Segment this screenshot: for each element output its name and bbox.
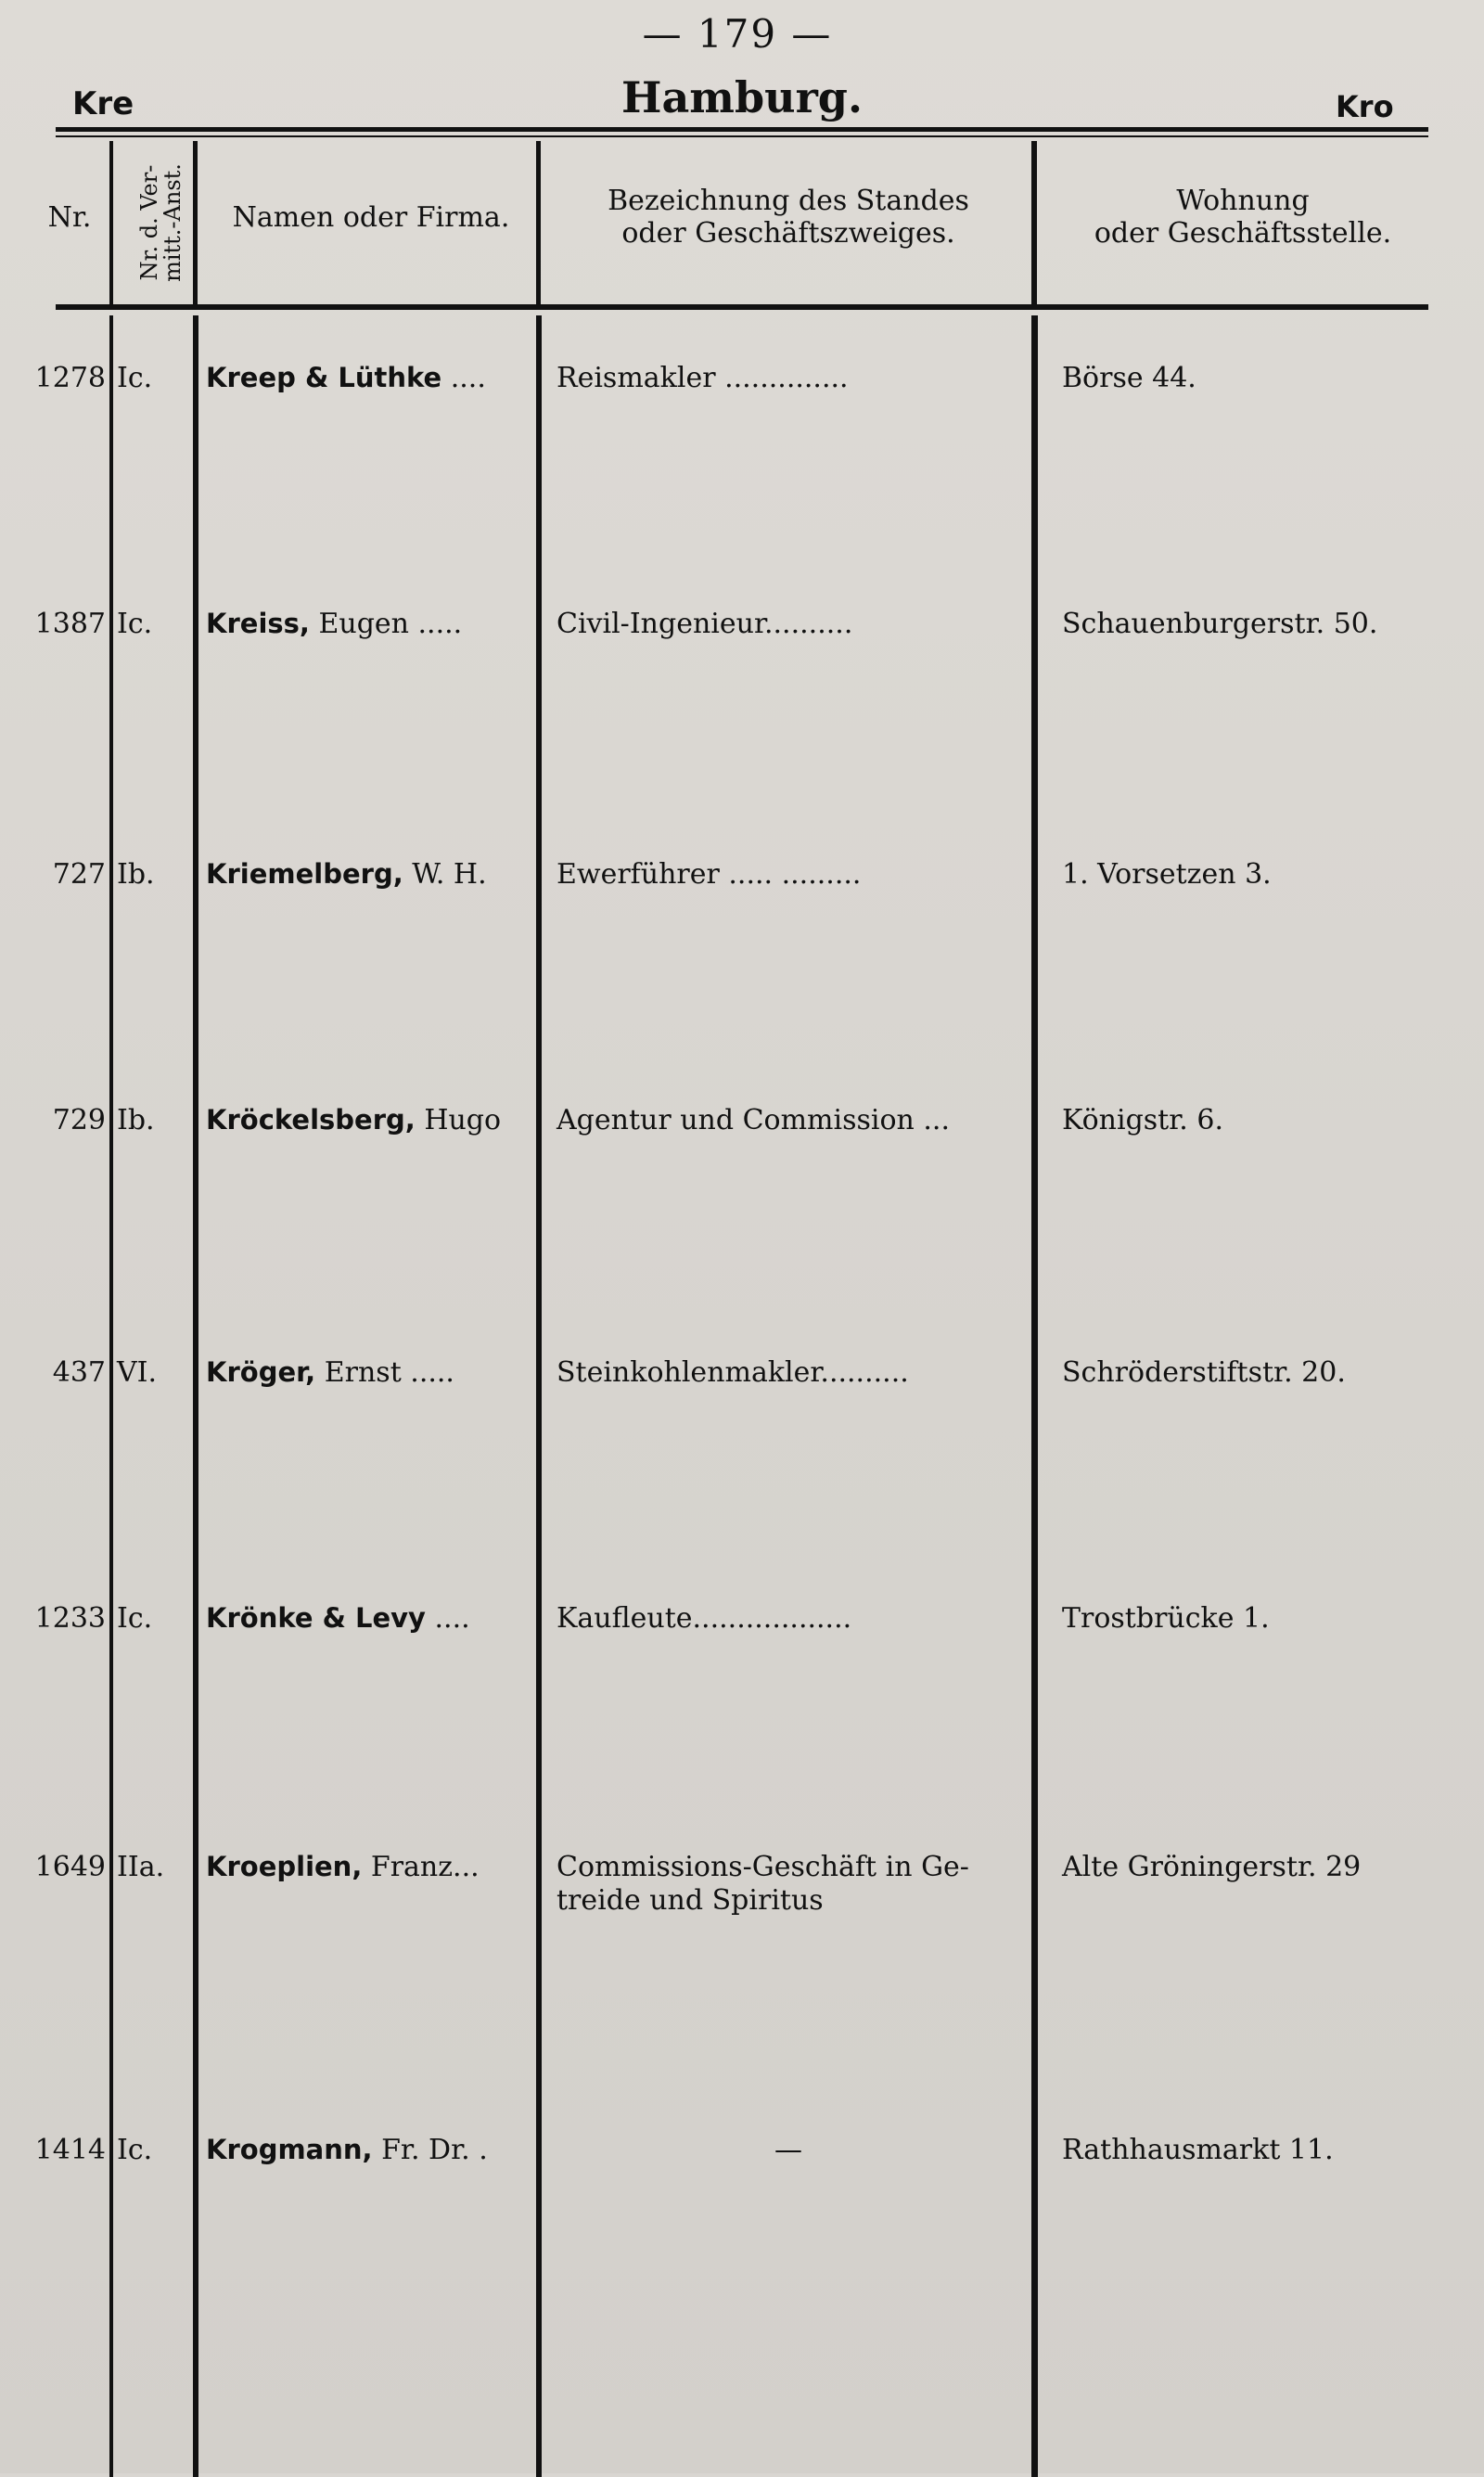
entry-name [206,2134,540,2166]
entry-given-name: W. H. [412,858,487,891]
entry-number: 1233 [34,1602,106,1635]
entry-surname: Kreiss, [206,608,310,639]
entry-address: 1. Vorsetzen 3. [1062,858,1272,891]
entry-name [206,858,540,891]
entry-number: 1414 [34,2134,106,2166]
entry-class: Ic. [117,1602,153,1635]
column-header-agency [134,148,188,297]
entry-given-name: Hugo [424,1104,502,1136]
entry-name [206,608,540,640]
entry-address: Königstr. 6. [1062,1104,1223,1136]
entry-address: Schröderstiftstr. 20. [1062,1356,1346,1389]
list-item [0,1104,1484,1160]
entry-number: 729 [52,1104,106,1136]
list-item [0,1356,1484,1412]
entry-address: Rathhausmarkt 11. [1062,2134,1334,2166]
entry-surname: Kröger, [206,1356,316,1388]
entry-given-name: Ernst ..... [324,1356,454,1389]
entry-name [206,1851,540,1883]
entry-address: Trostbrücke 1. [1062,1602,1270,1635]
entry-surname: Krogmann, [206,2134,373,2165]
entry-given-name: .... [434,1602,470,1635]
list-item [0,858,1484,914]
column-separator-4-head [1031,141,1037,304]
header-rule-top-thin [56,135,1428,137]
column-header-address: Wohnung oder Geschäftsstelle. [1094,185,1392,250]
entry-surname: Kroeplien, [206,1851,363,1882]
list-item [0,608,1484,663]
entry-name [206,1104,540,1136]
entry-address: Börse 44. [1062,362,1196,394]
entry-number: 1278 [34,362,106,394]
entry-status: Agentur und Commission ... [556,1104,950,1136]
entry-status: Civil-Ingenieur.......... [556,608,853,640]
entry-status: Reismakler .............. [556,362,849,394]
column-header-nr: Nr. [47,201,92,234]
entry-name [206,1602,540,1635]
entry-status: Steinkohlenmakler.......... [556,1356,909,1389]
running-head-left: Kre [72,85,134,122]
entry-given-name: Fr. Dr. . [381,2134,488,2166]
running-head-right: Kro [1336,89,1394,124]
entry-class: IIa. [117,1851,165,1883]
column-header-name: Namen oder Firma. [232,201,510,234]
column-separator-3-head [536,141,541,304]
entry-status: Kaufleute.................. [556,1602,852,1635]
entry-given-name: .... [450,362,486,394]
entry-address: Alte Gröningerstr. 29 [1062,1851,1362,1883]
entry-number: 727 [52,858,106,891]
entry-status: Ewerführer ..... ......... [556,858,862,891]
header-rule-bottom [56,304,1428,310]
entry-class: VI. [117,1356,158,1389]
list-item [0,362,1484,417]
entry-number: 1649 [34,1851,106,1883]
entry-class: Ic. [117,2134,153,2166]
entry-address: Schauenburgerstr. 50. [1062,608,1378,640]
column-header-status: Bezeichnung des Standes oder Geschäftszweiges. [608,185,969,250]
header-rule-top [56,127,1428,132]
entry-number: 1387 [34,608,106,640]
list-item [0,1851,1484,1934]
entry-class: Ic. [117,362,153,394]
entry-surname: Kriemelberg, [206,858,403,890]
column-separator-2-head [193,141,198,304]
entry-name [206,1356,540,1389]
entry-status: Commissions-Geschäft in Ge- treide und Spiritus [556,1851,969,1917]
list-item [0,2134,1484,2189]
entry-name [206,362,540,394]
entry-class: Ic. [117,608,153,640]
column-separator-1-head [109,141,113,304]
list-item [0,1602,1484,1658]
column-header-agency-label: Nr. d. Ver- mitt.-Anst. [135,163,186,282]
page-number: — 179 — [642,11,833,57]
entry-class: Ib. [117,1104,155,1136]
place-title: Hamburg. [621,72,863,122]
entry-surname: Kröckelsberg, [206,1104,416,1136]
entry-number: 437 [52,1356,106,1389]
entry-surname: Krönke & Levy [206,1602,426,1634]
entry-status: — [774,2134,802,2166]
entry-given-name: Franz... [370,1851,480,1883]
entry-surname: Kreep & Lüthke [206,362,442,393]
entry-class: Ib. [117,858,155,891]
entry-given-name: Eugen ..... [318,608,463,640]
